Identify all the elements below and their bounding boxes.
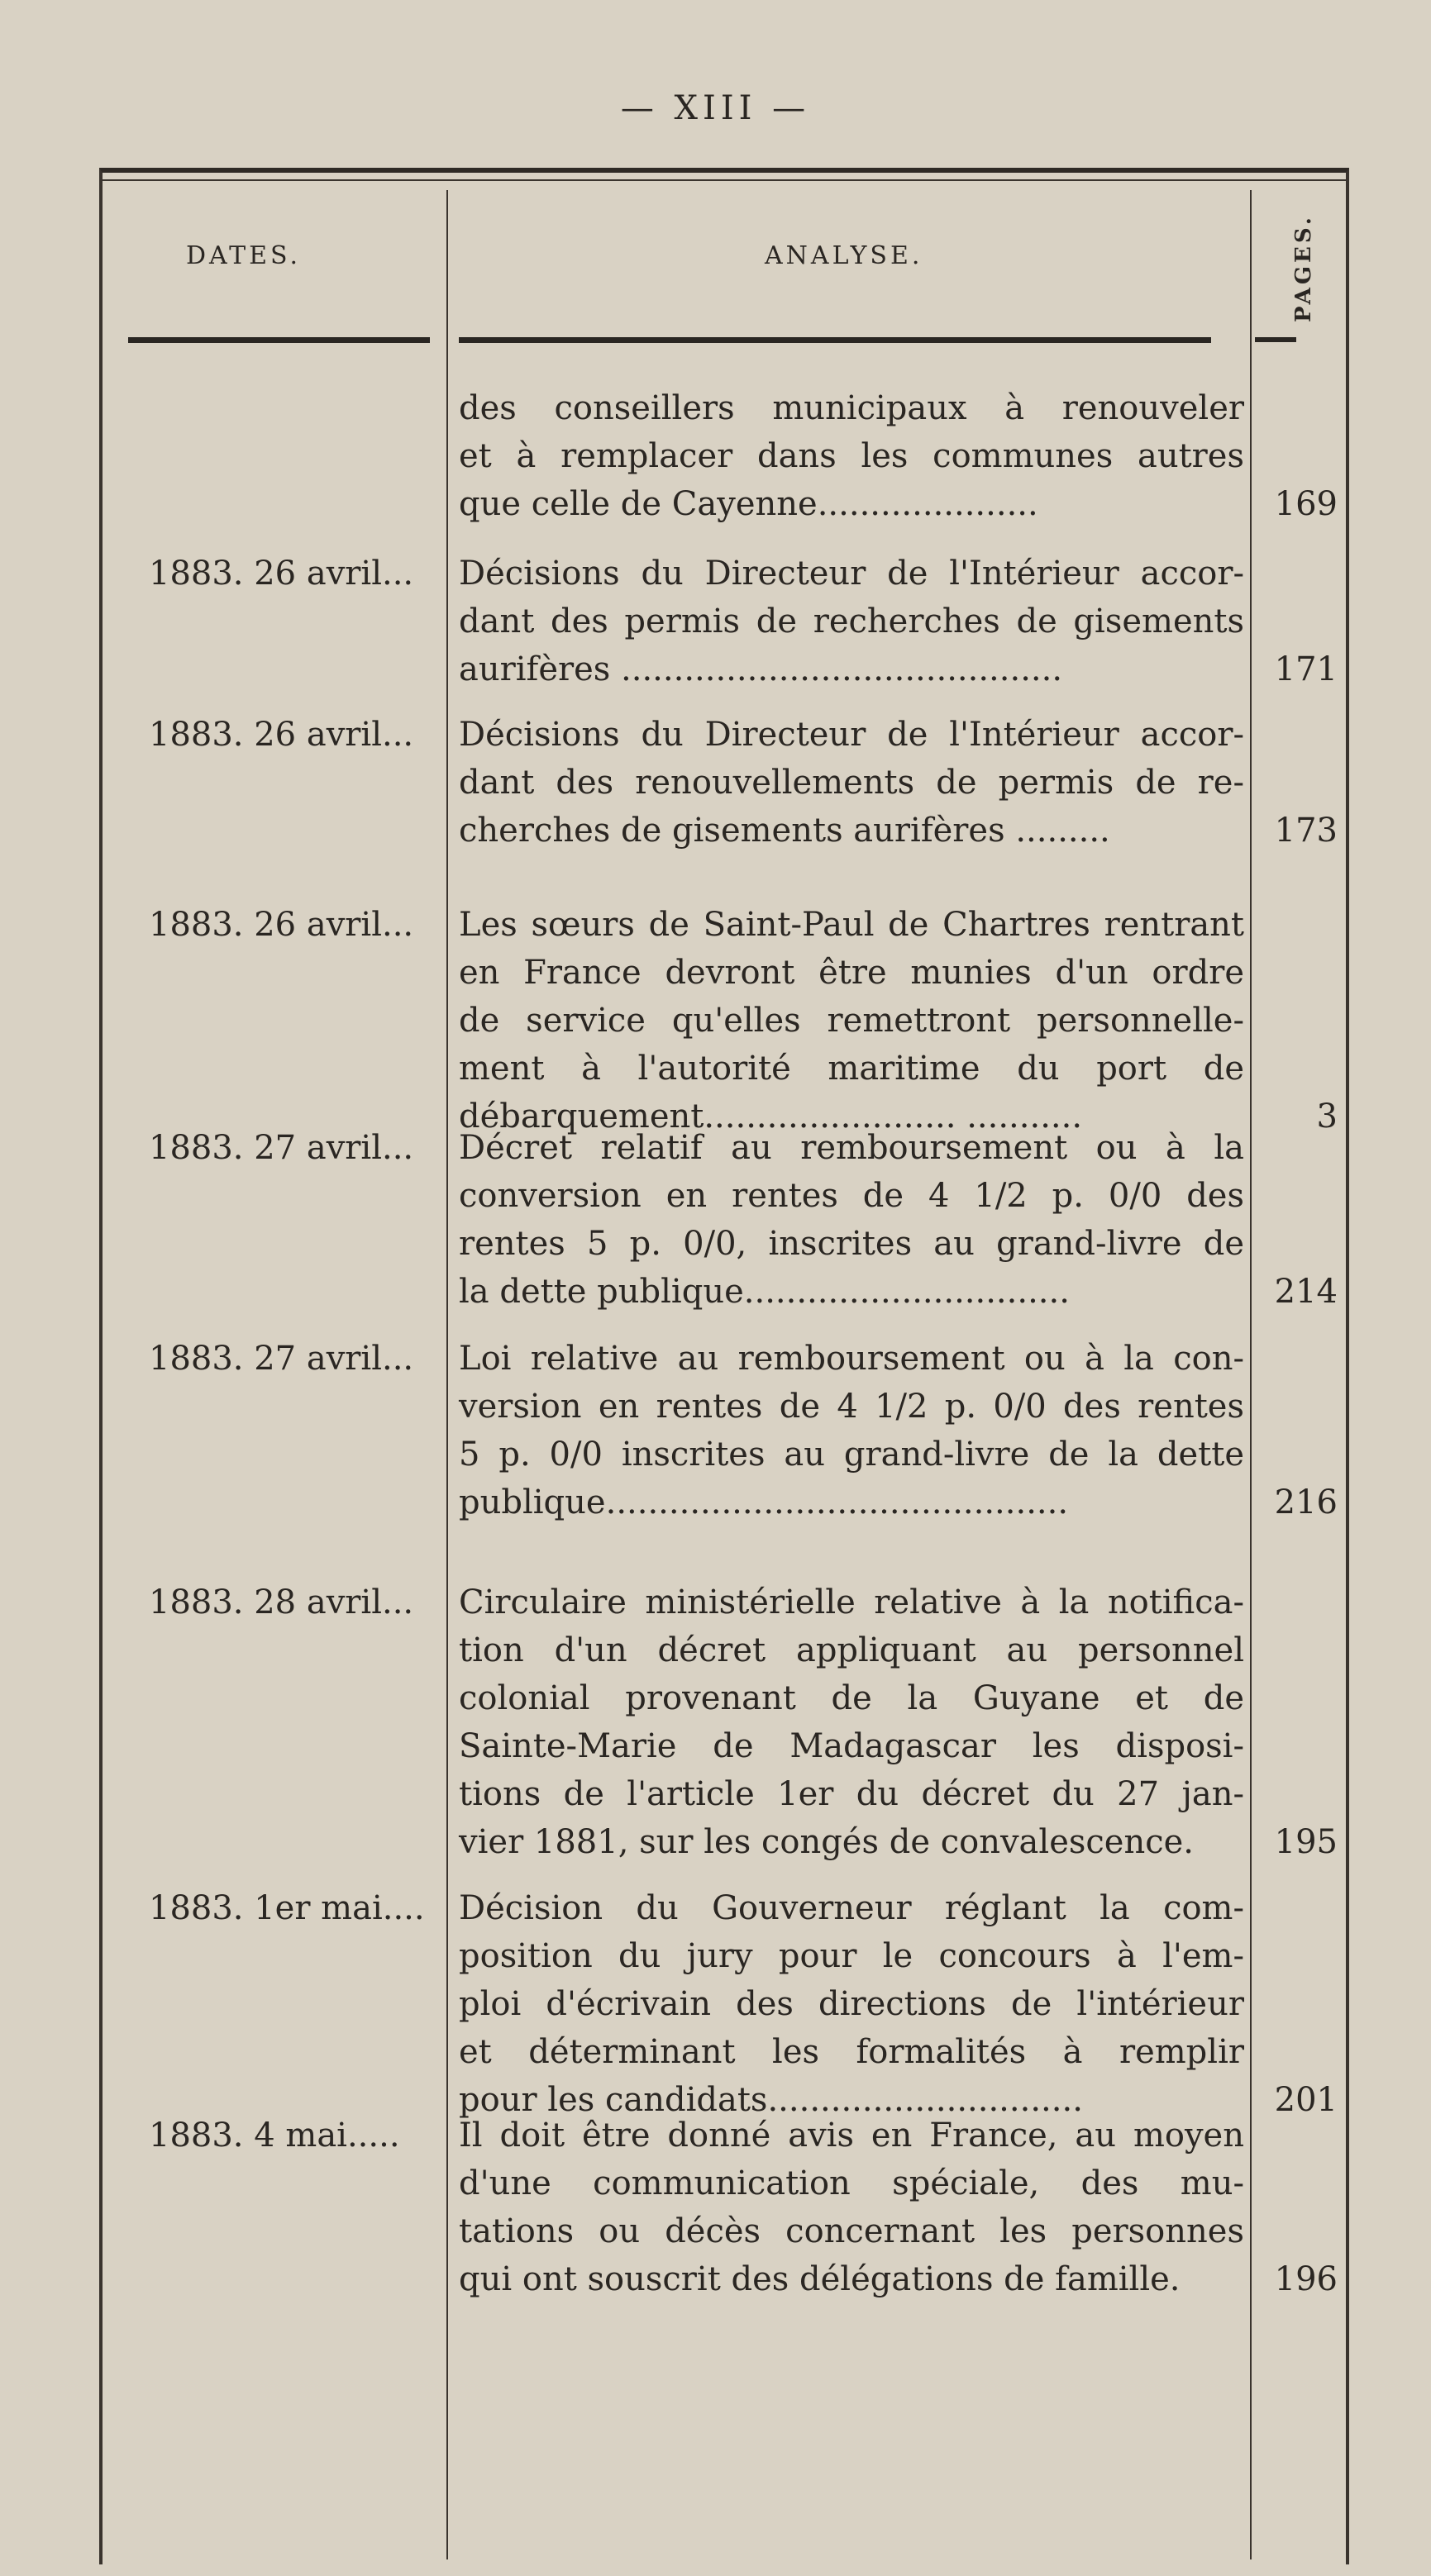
entry-analysis-line: de service qu'elles remettront personnelle- [459,1002,1244,1040]
entry-analysis-line: dant des permis de recherches de gisements [459,602,1244,640]
entry-date: 1883. 26 avril... [149,906,414,944]
page-number: — XIII — [620,89,811,127]
entry-analysis-line: Décisions du Directeur de l'Intérieur accor- [459,555,1244,593]
entry-analysis-line: qui ont souscrit des délégations de famille. [459,2260,1181,2298]
entry-page-number: 216 [1274,1483,1338,1521]
entry-analysis-line: rentes 5 p. 0/0, inscrites au grand-livre de [459,1225,1244,1263]
entry-page-number: 3 [1316,1098,1338,1136]
entry-analysis-line: tion d'un décret appliquant au personnel [459,1631,1244,1669]
entry-analysis-line: et à remplacer dans les communes autres [459,437,1244,475]
header-rule-pages [1255,337,1296,342]
entry-analysis-line: Décisions du Directeur de l'Intérieur accor- [459,716,1244,754]
entry-analysis-line: cherches de gisements aurifères ......... [459,812,1110,850]
entry-analysis-line: la dette publique............................... [459,1273,1070,1311]
entry-date: 1883. 4 mai..... [149,2117,400,2155]
entry-analysis-line: ment à l'autorité maritime du port de [459,1050,1244,1088]
entry-analysis-line: vier 1881, sur les congés de convalescence. [459,1823,1195,1861]
header-pages: PAGES. [1291,214,1316,323]
entry-analysis [459,1335,1244,1526]
entry-analysis-line: débarquement........................ ........... [459,1098,1083,1136]
entry-date: 1883. 27 avril... [149,1129,414,1167]
entry-analysis-line: position du jury pour le concours à l'em- [459,1937,1244,1975]
entry-analysis-line: Sainte-Marie de Madagascar les disposi- [459,1727,1244,1765]
entry-analysis [459,550,1244,693]
entry-analysis-line: Les sœurs de Saint-Paul de Chartres rentrant [459,906,1244,944]
entry-analysis-line: 5 p. 0/0 inscrites au grand-livre de la dette [459,1436,1244,1474]
column-divider-dates [446,190,448,2559]
entry-analysis-line: Circulaire ministérielle relative à la notifica- [459,1583,1244,1621]
entry-date: 1883. 28 avril... [149,1583,414,1621]
entry-page-number: 195 [1274,1823,1338,1861]
entry-date: 1883. 27 avril... [149,1340,414,1378]
entry-analysis-line: aurifères .......................................... [459,650,1063,688]
entry-analysis-line: dant des renouvellements de permis de re- [459,764,1244,802]
entry-analysis [459,384,1244,528]
entry-date: 1883. 26 avril... [149,716,414,754]
entry-analysis-line: en France devront être munies d'un ordre [459,954,1244,992]
entry-analysis [459,1884,1244,2124]
entry-page-number: 201 [1274,2081,1338,2119]
header-rule-dates [128,337,430,343]
entry-analysis-line: Décret relatif au remboursement ou à la [459,1129,1244,1167]
entry-date: 1883. 1er mai.... [149,1889,425,1927]
entry-analysis-line: et déterminant les formalités à remplir [459,2033,1244,2071]
entry-analysis-line: publique............................................ [459,1483,1069,1521]
entry-analysis [459,1124,1244,1316]
header-analyse: ANALYSE. [765,241,923,270]
column-divider-pages [1250,190,1252,2559]
entry-analysis [459,2112,1244,2303]
entry-analysis-line: Décision du Gouverneur réglant la com- [459,1889,1244,1927]
entry-page-number: 196 [1274,2260,1338,2298]
entry-analysis-line: colonial provenant de la Guyane et de [459,1679,1244,1717]
entry-analysis-line: des conseillers municipaux à renouveler [459,389,1244,427]
entry-analysis [459,711,1244,855]
entry-analysis-line: pour les candidats.............................. [459,2081,1083,2119]
entry-analysis [459,901,1244,1140]
entry-page-number: 169 [1274,485,1338,523]
entry-page-number: 173 [1274,812,1338,850]
entry-analysis-line: conversion en rentes de 4 1/2 p. 0/0 des [459,1177,1244,1215]
header-dates: DATES. [186,241,302,270]
entry-analysis-line: tations ou décès concernant les personnes [459,2212,1244,2250]
entry-analysis-line: version en rentes de 4 1/2 p. 0/0 des rentes [459,1388,1244,1426]
entry-analysis-line: d'une communication spéciale, des mu- [459,2164,1244,2202]
entry-analysis-line: tions de l'article 1er du décret du 27 jan- [459,1775,1244,1813]
entry-analysis-line: Loi relative au remboursement ou à la con- [459,1340,1244,1378]
entry-page-number: 171 [1274,650,1338,688]
entry-analysis-line: que celle de Cayenne..................... [459,485,1038,523]
entry-analysis-line: ploi d'écrivain des directions de l'intérieur [459,1985,1244,2023]
header-rule-analyse [459,337,1211,343]
entry-analysis [459,1578,1244,1866]
entry-date: 1883. 26 avril... [149,555,414,593]
entry-analysis-line: Il doit être donné avis en France, au moyen [459,2117,1244,2155]
entry-page-number: 214 [1274,1273,1338,1311]
